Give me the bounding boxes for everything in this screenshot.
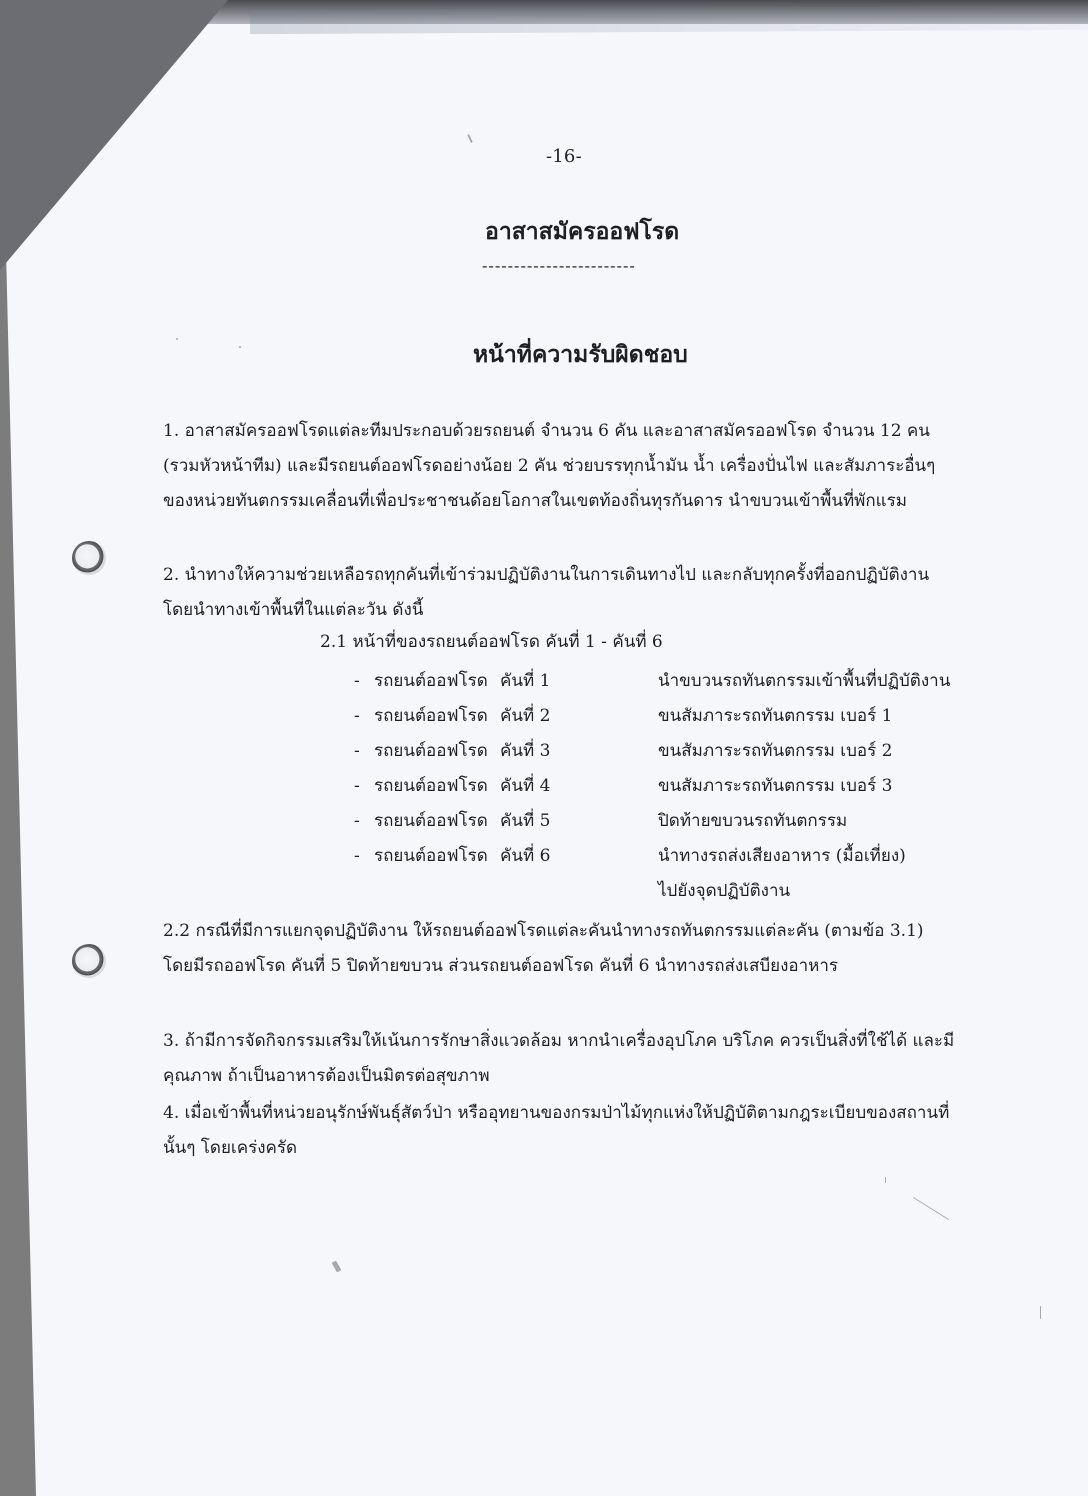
- car-name: รถยนต์ออฟโรด: [374, 741, 488, 761]
- scan-speck: [1040, 1306, 1041, 1319]
- scan-speck: [913, 1197, 949, 1220]
- list-dash: -: [354, 706, 360, 726]
- subtitle-2-1: 2.1 หน้าที่ของรถยนต์ออฟโรด คันที่ 1 - คันที่ 6: [320, 632, 663, 652]
- list-dash: -: [354, 811, 360, 831]
- car-duty-row: [354, 664, 964, 699]
- paragraph-1: 1. อาสาสมัครออฟโรดแต่ละทีมประกอบด้วยรถยนต์ จำนวน 6 คัน และอาสาสมัครออฟโรด จำนวน 12 คน (รวมหัวหน้าทีม) และมีรถยนต์ออฟโรดอย่างน้อย 2 คัน ช่วยบรรทุกน้ำมัน น้ำ เครื่องปั่นไฟ และสัมภาระอื่นๆ ของหน่วยทันตกรรมเคลื่อนที่เพื่อประชาชนด้อยโอกาสในเขตท้องถิ่นทุรกันดาร นำขบวนเข้าพื้นที่พักแรม: [163, 421, 936, 511]
- title-rule: ------------------------: [482, 256, 636, 275]
- paragraph-3: 3. ถ้ามีการจัดกิจกรรมเสริมให้เน้นการรักษาสิ่งแวดล้อม หากนำเครื่องอุปโภค บริโภค ควรเป็นสิ่งที่ใช้ได้ และมีคุณภาพ ถ้าเป็นอาหารต้องเป็นมิตรต่อสุขภาพ: [163, 1031, 955, 1086]
- punch-hole-icon: [72, 944, 106, 978]
- car-name: รถยนต์ออฟโรด: [374, 706, 488, 726]
- section-heading: หน้าที่ความรับผิดชอบ: [473, 341, 688, 368]
- car-description-continuation: ไปยังจุดปฏิบัติงาน: [658, 881, 791, 901]
- paragraph-4: 4. เมื่อเข้าพื้นที่หน่วยอนุรักษ์พันธุ์สัตว์ป่า หรืออุทยานของกรมป่าไม้ทุกแห่งให้ปฏิบัติตามกฎระเบียบของสถานที่นั้นๆ โดยเคร่งครัด: [163, 1103, 950, 1158]
- scan-speck: [176, 338, 178, 340]
- list-dash: -: [354, 741, 360, 761]
- car-duty-list: [354, 664, 964, 909]
- punch-hole-icon: [72, 541, 106, 575]
- car-name: รถยนต์ออฟโรด: [374, 671, 488, 691]
- car-description: ขนสัมภาระรถทันตกรรม เบอร์ 3: [658, 776, 893, 796]
- car-number: คันที่ 2: [500, 706, 551, 726]
- document-title: อาสาสมัครออฟโรด: [485, 218, 680, 245]
- car-description: นำทางรถส่งเสียงอาหาร (มื้อเที่ยง): [658, 846, 906, 866]
- car-duty-row: [354, 769, 964, 804]
- car-number: คันที่ 6: [500, 846, 551, 866]
- paragraph-2-2: 2.2 กรณีที่มีการแยกจุดปฏิบัติงาน ให้รถยนต์ออฟโรดแต่ละคันนำทางรถทันตกรรมแต่ละคัน (ตามข้อ 3.1) โดยมีรถออฟโรด คันที่ 5 ปิดท้ายขบวน ส่วนรถยนต์ออฟโรด คันที่ 6 นำทางรถส่งเสบียงอาหาร: [163, 921, 924, 976]
- car-name: รถยนต์ออฟโรด: [374, 811, 488, 831]
- paragraph-2: 2. นำทางให้ความช่วยเหลือรถทุกคันที่เข้าร่วมปฏิบัติงานในการเดินทางไป และกลับทุกครั้งที่ออกปฏิบัติงาน โดยนำทางเข้าพื้นที่ในแต่ละวัน ดังนี้: [163, 565, 930, 620]
- page-number: -16-: [546, 146, 582, 167]
- list-dash: -: [354, 776, 360, 796]
- car-name: รถยนต์ออฟโรด: [374, 846, 488, 866]
- car-name: รถยนต์ออฟโรด: [374, 776, 488, 796]
- scan-speck: [332, 1260, 342, 1272]
- car-duty-row: [354, 804, 964, 839]
- car-duty-row: [354, 734, 964, 769]
- scan-speck: [885, 1177, 886, 1183]
- car-number: คันที่ 4: [500, 776, 551, 796]
- car-duty-row: [354, 699, 964, 734]
- car-description: ปิดท้ายขบวนรถทันตกรรม: [658, 811, 848, 831]
- car-duty-row: [354, 839, 964, 874]
- car-number: คันที่ 1: [500, 671, 551, 691]
- list-dash: -: [354, 671, 360, 691]
- scan-speck: [467, 134, 473, 143]
- car-description: ขนสัมภาระรถทันตกรรม เบอร์ 1: [658, 706, 893, 726]
- car-description: ขนสัมภาระรถทันตกรรม เบอร์ 2: [658, 741, 893, 761]
- car-number: คันที่ 5: [500, 811, 551, 831]
- car-description-continuation-row: [354, 874, 964, 909]
- list-dash: -: [354, 846, 360, 866]
- scan-speck: [239, 346, 241, 348]
- car-description: นำขบวนรถทันตกรรมเข้าพื้นที่ปฏิบัติงาน: [658, 671, 951, 691]
- car-number: คันที่ 3: [500, 741, 551, 761]
